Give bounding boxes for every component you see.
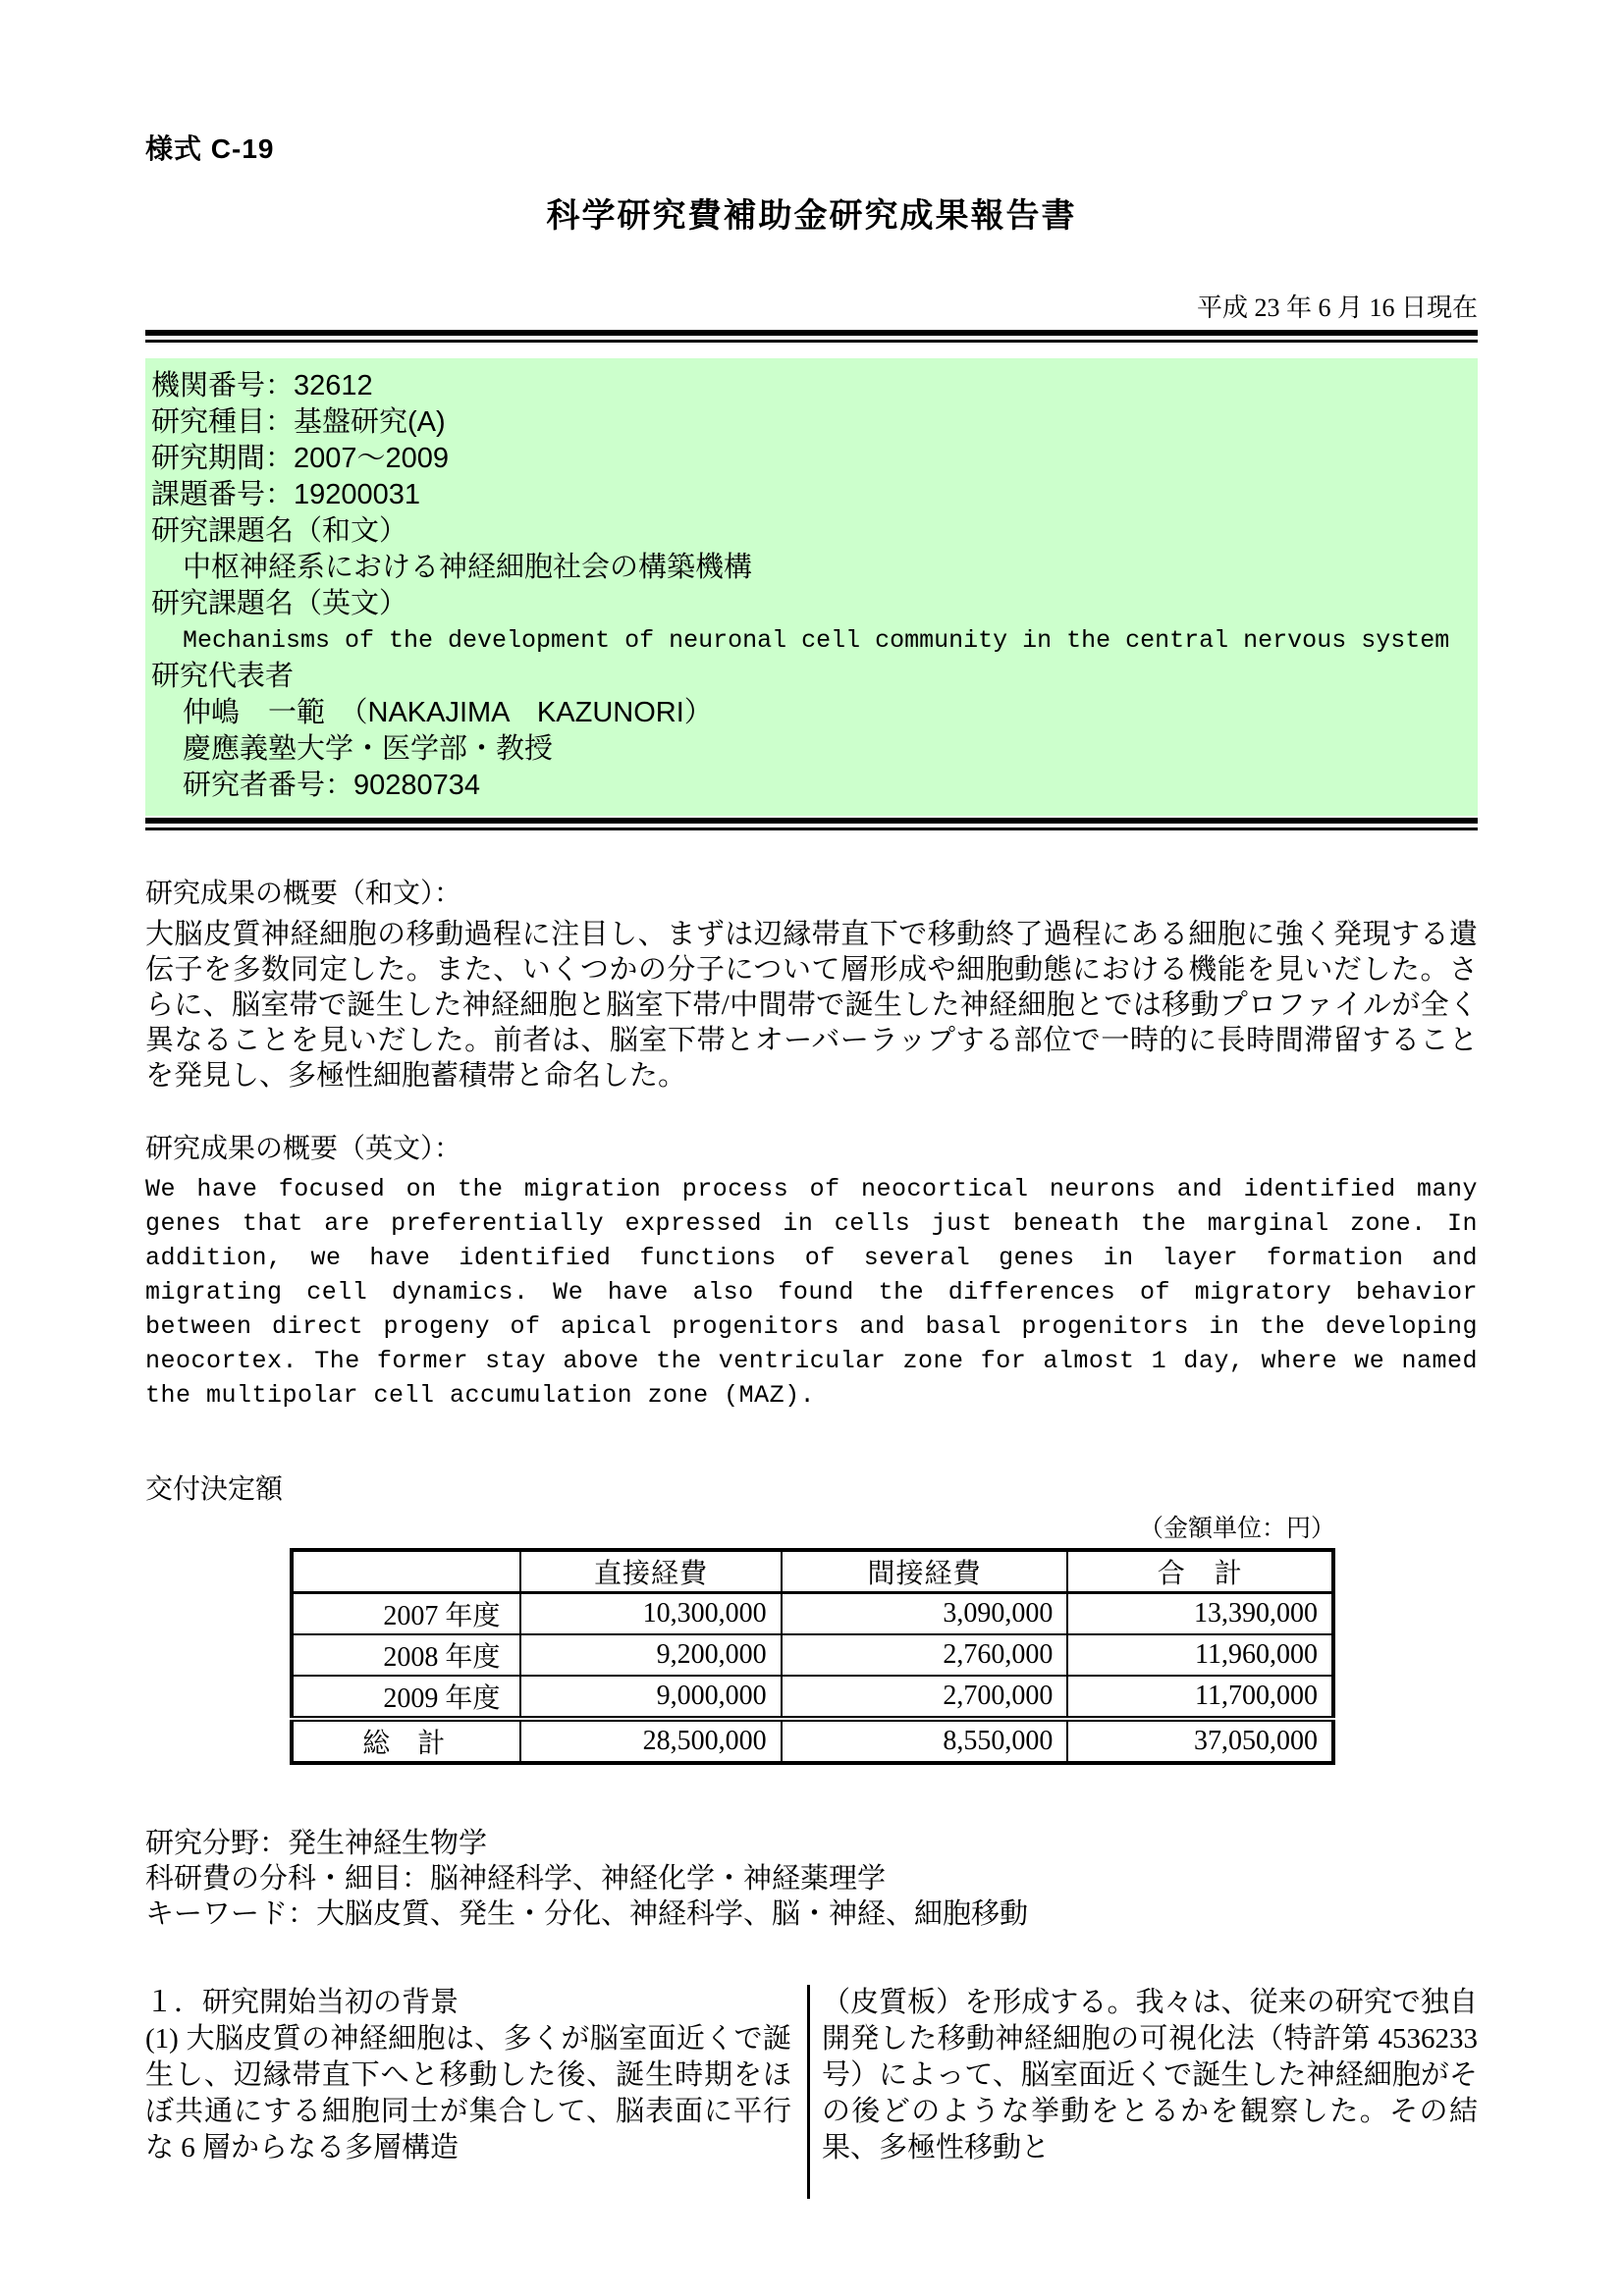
budget-total: 37,050,000: [1067, 1719, 1333, 1763]
institution-number: 機関番号：32612: [151, 370, 373, 401]
background-text-right: （皮質板）を形成する。我々は、従来の研究で独自開発した移動神経細胞の可視化法（特許第 4536233 号）によって、脳室面近くで誕生した神経細胞がその後どのような挙動をとるかを観察した。その結果、多極性移動と: [822, 1987, 1478, 2163]
table-row: [292, 1676, 1333, 1719]
research-field-line: 研究分野：発生神経生物学: [145, 1828, 488, 1859]
budget-header-empty: [292, 1550, 520, 1593]
research-fields-block: [145, 1826, 1478, 1932]
budget-row-label: 総 計: [292, 1719, 520, 1763]
budget-direct: 9,000,000: [520, 1676, 781, 1719]
budget-indirect: 2,760,000: [782, 1634, 1068, 1676]
budget-header-row: [292, 1550, 1333, 1593]
two-column-body: [145, 1985, 1478, 2199]
budget-row-label: 2007 年度: [292, 1593, 520, 1635]
budget-table: [290, 1548, 1335, 1765]
project-title-en-label: 研究課題名（英文）: [151, 588, 408, 619]
summary-en-heading: 研究成果の概要（英文）：: [145, 1134, 462, 1164]
research-category: 研究種目：基盤研究(A): [151, 406, 446, 438]
budget-total: 13,390,000: [1067, 1593, 1333, 1635]
budget-heading: 交付決定額: [145, 1474, 284, 1505]
budget-direct: 10,300,000: [520, 1593, 781, 1635]
summary-ja-heading: 研究成果の概要（和文）：: [145, 879, 462, 909]
summary-ja-body: 大脳皮質神経細胞の移動過程に注目し、まずは辺縁帯直下で移動終了過程にある細胞に強く発現する遺伝子を多数同定した。また、いくつかの分子について層形成や細胞動態における機能を見いだした。さらに、脳室帯で誕生した神経細胞と脳室下帯/中間帯で誕生した神経細胞とでは移動プロファイルが全く異なることを見いだした。前者は、脳室下帯とオーバーラップする部位で一時的に長時間滞留することを発見し、多極性細胞蓄積帯と命名した。: [145, 919, 1478, 1092]
budget-header-total: 合 計: [1067, 1550, 1333, 1593]
budget-header-direct: 直接経費: [520, 1550, 781, 1593]
budget-header-indirect: 間接経費: [782, 1550, 1068, 1593]
project-title-ja-label: 研究課題名（和文）: [151, 515, 408, 547]
summary-en-body: We have focused on the migration process of neocortical neurons and identified many genes that are preferentially expressed in cells just beneath the marginal zone. In addition, we have identified functions of several genes in layer formation and migrating cell dynamics. We have also found the differences of migratory behavior between direct progeny of apical progenitors and basal progenitors in the developing neocortex. The former stay above the ventricular zone for almost 1 day, where we named the multipolar cell accumulation zone (MAZ).: [145, 1175, 1478, 1410]
kakenhi-category-line: 科研費の分科・細目：脳神経科学、神経化学・神経薬理学: [145, 1863, 887, 1895]
summary-en-section: [145, 1127, 1478, 1413]
table-row: [292, 1593, 1333, 1635]
budget-total: 11,700,000: [1067, 1676, 1333, 1719]
budget-total: 11,960,000: [1067, 1634, 1333, 1676]
project-number: 課題番号：19200031: [151, 479, 421, 510]
budget-table-wrap: [290, 1509, 1335, 1765]
project-title-ja: 中枢神経系における神経細胞社会の構築機構: [183, 552, 753, 583]
background-section-heading: １．研究開始当初の背景: [145, 1987, 460, 2018]
principal-investigator-name: 仲嶋 一範 （NAKAJIMA KAZUNORI）: [183, 697, 713, 728]
summary-ja-section: [145, 872, 1478, 1094]
background-text-left: (1) 大脳皮質の神経細胞は、多くが脳室面近くで誕生し、辺縁帯直下へと移動した後、誕生時期をほぼ共通にする細胞同士が集合して、脳表面に平行な 6 層からなる多層構造: [145, 2023, 791, 2163]
column-divider-rule: [807, 1985, 810, 2199]
budget-indirect: 3,090,000: [782, 1593, 1068, 1635]
keywords-line: キーワード：大脳皮質、発生・分化、神経科学、脳・神経、細胞移動: [145, 1898, 1029, 1930]
horizontal-double-rule-top: [145, 330, 1478, 343]
project-title-en: Mechanisms of the development of neuronal cell community in the central nervous system: [183, 626, 1450, 655]
date-note: 平成 23 年 6 月 16 日現在: [1196, 294, 1478, 322]
grant-info-box: [145, 358, 1478, 816]
budget-unit-note: （金額単位：円）: [1138, 1516, 1335, 1542]
body-column-right: [822, 1985, 1478, 2199]
budget-direct: 28,500,000: [520, 1719, 781, 1763]
table-row: [292, 1634, 1333, 1676]
page-title: 科学研究費補助金研究成果報告書: [546, 197, 1077, 235]
budget-indirect: 2,700,000: [782, 1676, 1068, 1719]
principal-investigator-affiliation: 慶應義塾大学・医学部・教授: [183, 733, 554, 765]
research-period: 研究期間：2007～2009: [151, 443, 450, 474]
researcher-number: 研究者番号：90280734: [183, 770, 481, 801]
table-row-total: [292, 1719, 1333, 1763]
budget-row-label: 2009 年度: [292, 1676, 520, 1719]
body-column-left: [145, 1985, 791, 2199]
form-code: 様式 C-19: [145, 133, 275, 164]
principal-investigator-label: 研究代表者: [151, 661, 295, 692]
budget-indirect: 8,550,000: [782, 1719, 1068, 1763]
horizontal-double-rule-mid: [145, 818, 1478, 830]
budget-direct: 9,200,000: [520, 1634, 781, 1676]
budget-row-label: 2008 年度: [292, 1634, 520, 1676]
